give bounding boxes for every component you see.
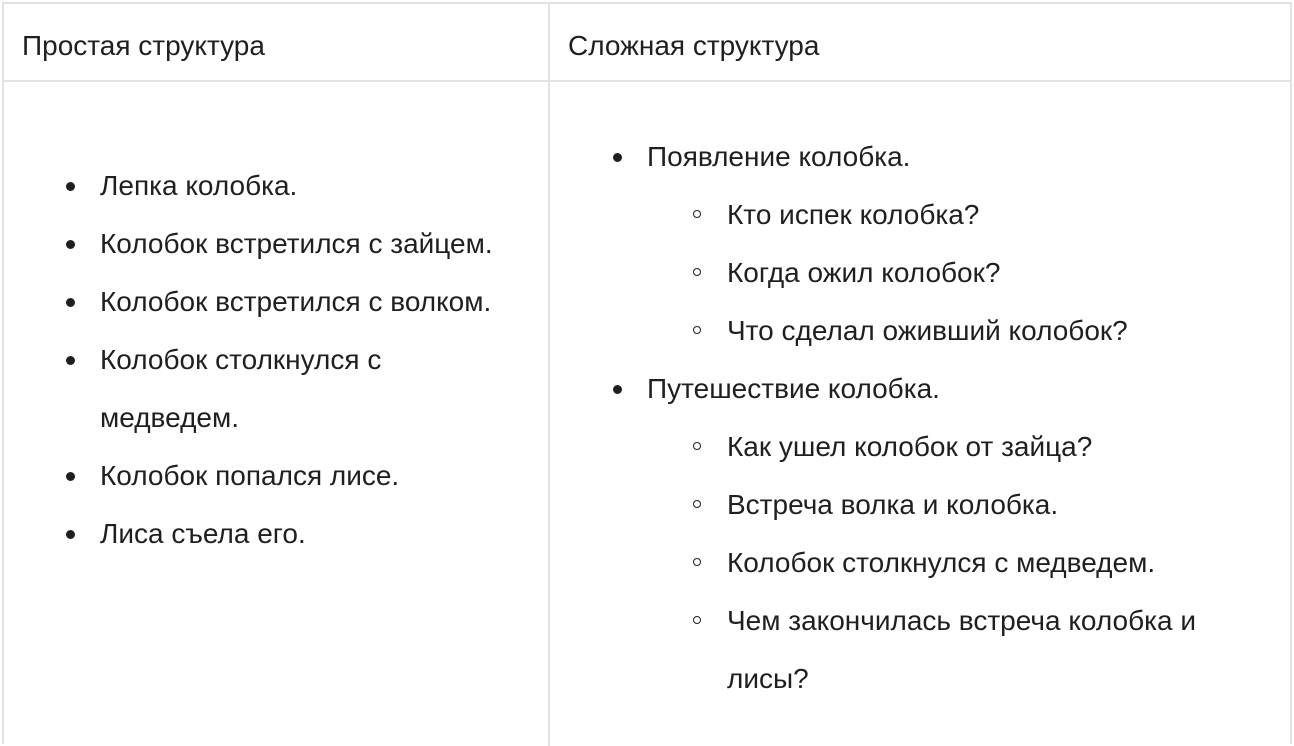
bullet-icon: [66, 472, 75, 481]
list-item: [100, 215, 500, 273]
nested-list-item: [727, 534, 1267, 592]
list-item-text: Появление колобка.: [647, 141, 911, 172]
header-simple-structure: Простая структура: [22, 30, 265, 61]
bullet-icon: [613, 385, 622, 394]
list-item-text: Лепка колобка.: [100, 170, 298, 201]
table-header-row: [4, 4, 1290, 82]
list-item: [647, 128, 1287, 360]
nested-list-item: [727, 244, 1287, 302]
list-item: [647, 360, 1287, 708]
simple-structure-list: [100, 157, 500, 563]
complex-structure-list: [647, 128, 1287, 708]
bullet-icon: [66, 240, 75, 249]
list-item-text: Колобок встретился с волком.: [100, 286, 492, 317]
header-complex-structure: Сложная структура: [568, 30, 820, 61]
hollow-bullet-icon: [693, 442, 701, 450]
bullet-icon: [66, 298, 75, 307]
nested-list-item-text: Когда ожил колобок?: [727, 257, 1001, 288]
nested-list: [647, 186, 1287, 360]
hollow-bullet-icon: [693, 500, 701, 508]
bullet-icon: [66, 530, 75, 539]
list-item-text: Колобок попался лисе.: [100, 460, 400, 491]
hollow-bullet-icon: [693, 268, 701, 276]
list-item-text: Лиса съела его.: [100, 518, 306, 549]
column-divider: [548, 4, 550, 746]
list-item-text: Путешествие колобка.: [647, 373, 940, 404]
hollow-bullet-icon: [693, 558, 701, 566]
nested-list-item: [727, 592, 1267, 708]
list-item: [100, 273, 500, 331]
nested-list-item-text: Что сделал оживший колобок?: [727, 315, 1128, 346]
comparison-table: [2, 2, 1292, 744]
list-item: [100, 157, 500, 215]
nested-list-item-text: Чем закончилась встреча колобка и лисы?: [727, 605, 1196, 694]
nested-list-item: [727, 418, 1267, 476]
list-item: [100, 447, 500, 505]
hollow-bullet-icon: [693, 616, 701, 624]
nested-list-item-text: Колобок столкнулся с медведем.: [727, 547, 1156, 578]
list-item-text: Колобок встретился с зайцем.: [100, 228, 493, 259]
nested-list-item: [727, 476, 1267, 534]
list-item-text: Колобок столкнулся с медведем.: [100, 344, 382, 433]
bullet-icon: [66, 356, 75, 365]
nested-list-item: [727, 302, 1287, 360]
nested-list-item-text: Встреча волка и колобка.: [727, 489, 1059, 520]
bullet-icon: [613, 153, 622, 162]
nested-list-item-text: Кто испек колобка?: [727, 199, 980, 230]
bullet-icon: [66, 182, 75, 191]
hollow-bullet-icon: [693, 210, 701, 218]
hollow-bullet-icon: [693, 326, 701, 334]
nested-list-item: [727, 186, 1287, 244]
nested-list-item-text: Как ушел колобок от зайца?: [727, 431, 1093, 462]
list-item: [100, 505, 500, 563]
list-item: [100, 331, 500, 447]
nested-list: [647, 418, 1267, 708]
